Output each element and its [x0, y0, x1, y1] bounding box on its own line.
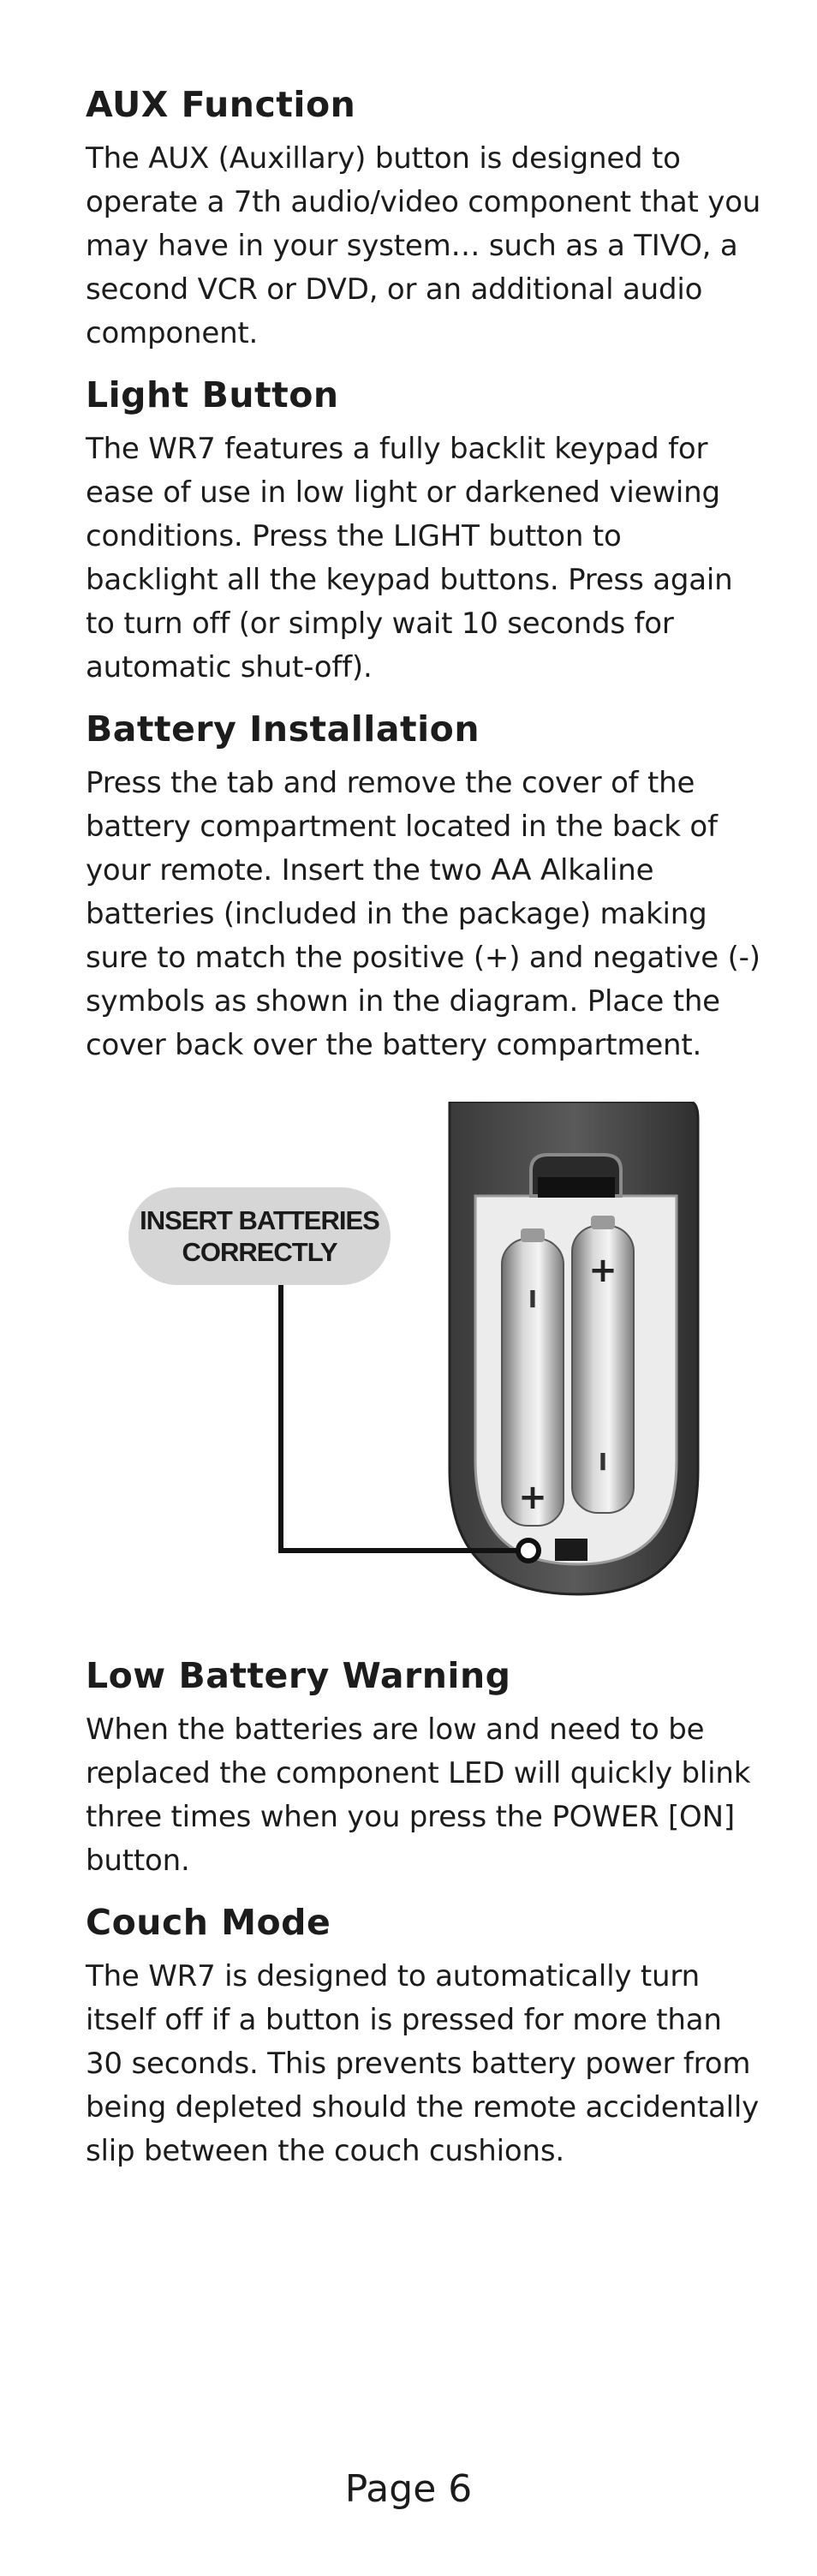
low-battery-warning-heading: Low Battery Warning	[86, 1655, 511, 1696]
svg-text:I: I	[528, 1285, 538, 1313]
battery-installation-section	[86, 703, 762, 1067]
couch-mode-body: The WR7 is designed to automatically turn itself off if a button is pressed for more than 30 seconds. This prevents battery power from being depleted should the remote accidentally slip between the couch cushions.	[86, 1959, 760, 2168]
page-number: Page 6	[344, 2467, 473, 2511]
battery-installation-body: Press the tab and remove the cover of the battery compartment located in the back of your remote. Insert the two AA Alkaline batteries (included in the package) making sure to match the positive (+) and negative (-) symbols as shown in the diagram. Place the cover back over the battery compartment.	[86, 766, 760, 1062]
callout-dot	[518, 1540, 539, 1561]
battery-left-icon	[502, 1228, 564, 1526]
remote-battery-illustration	[86, 1102, 762, 1624]
svg-text:I: I	[598, 1448, 608, 1476]
couch-mode-heading: Couch Mode	[86, 1902, 331, 1943]
insert-batteries-callout	[128, 1187, 391, 1285]
light-button-heading: Light Button	[86, 374, 339, 415]
battery-diagram	[86, 1102, 762, 1624]
callout-line-1: INSERT BATTERIES	[140, 1205, 379, 1235]
light-button-body: The WR7 features a fully backlit keypad for ease of use in low light or darkened viewing conditions. Press the LIGHT button to backlight all the keypad buttons. Press again to turn off (or simply wait 10 seconds for automatic shut-off).	[86, 432, 733, 684]
aux-function-heading: AUX Function	[86, 84, 356, 125]
svg-text:+: +	[518, 1478, 547, 1517]
low-battery-warning-section	[86, 1650, 762, 1883]
light-button-section	[86, 369, 762, 690]
svg-text:+: +	[588, 1251, 617, 1290]
contact-pad	[555, 1539, 587, 1561]
battery-installation-heading: Battery Installation	[86, 708, 480, 750]
aux-function-body: The AUX (Auxillary) button is designed to operate a 7th audio/video component that you may have in your system… such as a TIVO, a second VCR or DVD, or an additional audio component.	[86, 141, 761, 350]
couch-mode-section	[86, 1897, 762, 2173]
low-battery-warning-body: When the batteries are low and need to be replaced the component LED will quickly blink three times when you press the POWER [ON] button.	[86, 1712, 751, 1878]
page-content	[86, 79, 762, 2187]
aux-function-section	[86, 79, 762, 356]
callout-line-2: CORRECTLY	[182, 1237, 337, 1267]
battery-right-icon	[572, 1216, 634, 1513]
